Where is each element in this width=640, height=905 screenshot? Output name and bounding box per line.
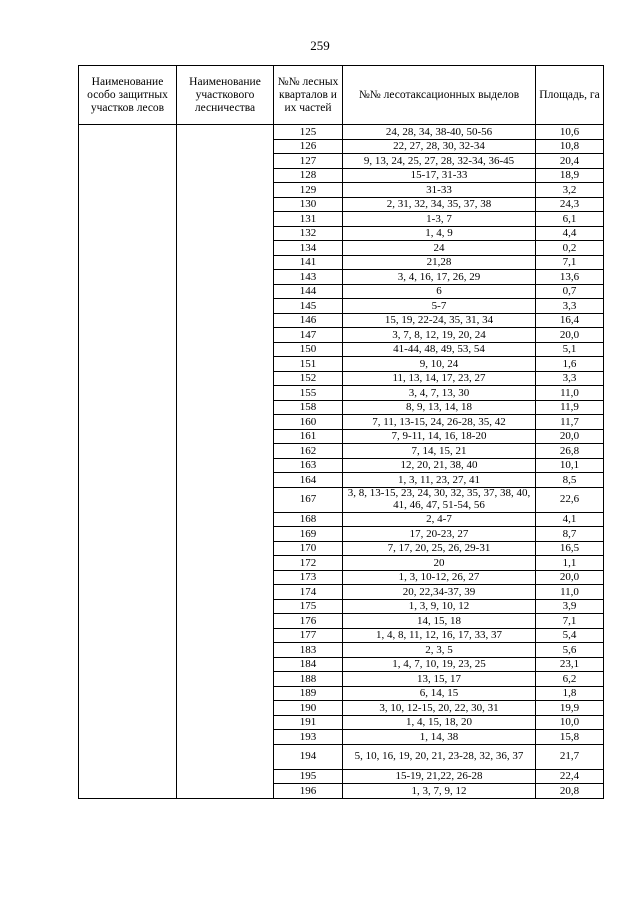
quarter-cell: 168 — [274, 512, 343, 527]
plots-cell: 2, 3, 5 — [343, 643, 536, 658]
plots-cell: 15-19, 21,22, 26-28 — [343, 769, 536, 784]
area-cell: 11,0 — [536, 386, 604, 401]
plots-cell: 11, 13, 14, 17, 23, 27 — [343, 371, 536, 386]
area-cell: 10,0 — [536, 715, 604, 730]
plots-cell: 3, 7, 8, 12, 19, 20, 24 — [343, 328, 536, 343]
plots-cell: 21,28 — [343, 255, 536, 270]
quarter-cell: 152 — [274, 371, 343, 386]
quarter-cell: 128 — [274, 168, 343, 183]
plots-cell: 24, 28, 34, 38-40, 50-56 — [343, 125, 536, 140]
area-cell: 3,2 — [536, 183, 604, 198]
area-cell: 20,0 — [536, 328, 604, 343]
quarter-cell: 190 — [274, 701, 343, 716]
protected-area-cell — [79, 125, 177, 799]
header-forest-quarters: №№ лесных кварталов и их частей — [274, 66, 343, 125]
area-cell: 11,9 — [536, 400, 604, 415]
table-header — [79, 66, 604, 125]
plots-cell: 1, 4, 9 — [343, 226, 536, 241]
area-cell: 10,1 — [536, 458, 604, 473]
area-cell: 7,1 — [536, 255, 604, 270]
plots-cell: 1, 4, 15, 18, 20 — [343, 715, 536, 730]
quarter-cell: 125 — [274, 125, 343, 140]
plots-cell: 15-17, 31-33 — [343, 168, 536, 183]
header-protected-area-name: Наименование особо защитных участков лесов — [79, 66, 177, 125]
header-area-ha: Площадь, га — [536, 66, 604, 125]
area-cell: 13,6 — [536, 270, 604, 285]
plots-cell: 14, 15, 18 — [343, 614, 536, 629]
quarter-cell: 151 — [274, 357, 343, 372]
area-cell: 19,9 — [536, 701, 604, 716]
area-cell: 23,1 — [536, 657, 604, 672]
area-cell: 8,7 — [536, 527, 604, 542]
quarter-cell: 161 — [274, 429, 343, 444]
quarter-cell: 188 — [274, 672, 343, 687]
quarter-cell: 160 — [274, 415, 343, 430]
quarter-cell: 129 — [274, 183, 343, 198]
plots-cell: 8, 9, 13, 14, 18 — [343, 400, 536, 415]
quarter-cell: 195 — [274, 769, 343, 784]
quarter-cell: 132 — [274, 226, 343, 241]
area-cell: 22,4 — [536, 769, 604, 784]
plots-cell: 1, 3, 7, 9, 12 — [343, 784, 536, 799]
plots-cell: 7, 9-11, 14, 16, 18-20 — [343, 429, 536, 444]
area-cell: 1,6 — [536, 357, 604, 372]
quarter-cell: 130 — [274, 197, 343, 212]
quarter-cell: 176 — [274, 614, 343, 629]
plots-cell: 9, 13, 24, 25, 27, 28, 32-34, 36-45 — [343, 154, 536, 169]
quarter-cell: 194 — [274, 744, 343, 769]
plots-cell: 7, 14, 15, 21 — [343, 444, 536, 459]
area-cell: 3,3 — [536, 371, 604, 386]
quarter-cell: 173 — [274, 570, 343, 585]
plots-cell: 1, 4, 8, 11, 12, 16, 17, 33, 37 — [343, 628, 536, 643]
area-cell: 3,9 — [536, 599, 604, 614]
plots-cell: 20 — [343, 556, 536, 571]
area-cell: 20,4 — [536, 154, 604, 169]
plots-cell: 1, 3, 9, 10, 12 — [343, 599, 536, 614]
quarter-cell: 177 — [274, 628, 343, 643]
plots-cell: 31-33 — [343, 183, 536, 198]
plots-cell: 3, 8, 13-15, 23, 24, 30, 32, 35, 37, 38, 40, 41, 46, 47, 51-54, 56 — [343, 487, 536, 512]
plots-cell: 22, 27, 28, 30, 32-34 — [343, 139, 536, 154]
area-cell: 20,8 — [536, 784, 604, 799]
table-body — [79, 125, 604, 799]
area-cell: 10,8 — [536, 139, 604, 154]
plots-cell: 17, 20-23, 27 — [343, 527, 536, 542]
quarter-cell: 144 — [274, 284, 343, 299]
quarter-cell: 150 — [274, 342, 343, 357]
area-cell: 21,7 — [536, 744, 604, 769]
plots-cell: 2, 31, 32, 34, 35, 37, 38 — [343, 197, 536, 212]
area-cell: 20,0 — [536, 570, 604, 585]
area-cell: 3,3 — [536, 299, 604, 314]
quarter-cell: 158 — [274, 400, 343, 415]
area-cell: 4,4 — [536, 226, 604, 241]
quarter-cell: 163 — [274, 458, 343, 473]
area-cell: 16,5 — [536, 541, 604, 556]
area-cell: 5,6 — [536, 643, 604, 658]
plots-cell: 41-44, 48, 49, 53, 54 — [343, 342, 536, 357]
plots-cell: 1-3, 7 — [343, 212, 536, 227]
plots-cell: 6 — [343, 284, 536, 299]
quarter-cell: 155 — [274, 386, 343, 401]
quarter-cell: 183 — [274, 643, 343, 658]
plots-cell: 7, 11, 13-15, 24, 26-28, 35, 42 — [343, 415, 536, 430]
quarter-cell: 167 — [274, 487, 343, 512]
quarter-cell: 164 — [274, 473, 343, 488]
table-row — [79, 125, 604, 140]
quarter-cell: 146 — [274, 313, 343, 328]
area-cell: 6,2 — [536, 672, 604, 687]
plots-cell: 20, 22,34-37, 39 — [343, 585, 536, 600]
plots-cell: 1, 3, 11, 23, 27, 41 — [343, 473, 536, 488]
plots-cell: 15, 19, 22-24, 35, 31, 34 — [343, 313, 536, 328]
page-number: 259 — [310, 38, 330, 53]
plots-cell: 7, 17, 20, 25, 26, 29-31 — [343, 541, 536, 556]
area-cell: 22,6 — [536, 487, 604, 512]
plots-cell: 3, 4, 16, 17, 26, 29 — [343, 270, 536, 285]
quarter-cell: 127 — [274, 154, 343, 169]
plots-cell: 13, 15, 17 — [343, 672, 536, 687]
area-cell: 5,1 — [536, 342, 604, 357]
quarter-cell: 191 — [274, 715, 343, 730]
area-cell: 24,3 — [536, 197, 604, 212]
area-cell: 8,5 — [536, 473, 604, 488]
quarter-cell: 193 — [274, 730, 343, 745]
quarter-cell: 162 — [274, 444, 343, 459]
area-cell: 11,0 — [536, 585, 604, 600]
plots-cell: 1, 4, 7, 10, 19, 23, 25 — [343, 657, 536, 672]
quarter-cell: 189 — [274, 686, 343, 701]
plots-cell: 12, 20, 21, 38, 40 — [343, 458, 536, 473]
area-cell: 1,8 — [536, 686, 604, 701]
quarter-cell: 131 — [274, 212, 343, 227]
quarter-cell: 196 — [274, 784, 343, 799]
quarter-cell: 169 — [274, 527, 343, 542]
area-cell: 16,4 — [536, 313, 604, 328]
plots-cell: 3, 4, 7, 13, 30 — [343, 386, 536, 401]
quarter-cell: 145 — [274, 299, 343, 314]
plots-cell: 6, 14, 15 — [343, 686, 536, 701]
quarter-cell: 175 — [274, 599, 343, 614]
plots-cell: 1, 14, 38 — [343, 730, 536, 745]
quarter-cell: 170 — [274, 541, 343, 556]
area-cell: 10,6 — [536, 125, 604, 140]
quarter-cell: 141 — [274, 255, 343, 270]
area-cell: 5,4 — [536, 628, 604, 643]
header-district-forestry-name: Наименование участкового лесничества — [177, 66, 274, 125]
area-cell: 11,7 — [536, 415, 604, 430]
plots-cell: 9, 10, 24 — [343, 357, 536, 372]
quarter-cell: 172 — [274, 556, 343, 571]
area-cell: 26,8 — [536, 444, 604, 459]
area-cell: 0,7 — [536, 284, 604, 299]
area-cell: 0,2 — [536, 241, 604, 256]
area-cell: 15,8 — [536, 730, 604, 745]
plots-cell: 24 — [343, 241, 536, 256]
area-cell: 7,1 — [536, 614, 604, 629]
header-taxation-plots: №№ лесотаксационных выделов — [343, 66, 536, 125]
forest-table — [78, 65, 604, 799]
area-cell: 20,0 — [536, 429, 604, 444]
plots-cell: 5-7 — [343, 299, 536, 314]
quarter-cell: 143 — [274, 270, 343, 285]
district-forestry-cell — [177, 125, 274, 799]
plots-cell: 5, 10, 16, 19, 20, 21, 23-28, 32, 36, 37 — [343, 744, 536, 769]
plots-cell: 1, 3, 10-12, 26, 27 — [343, 570, 536, 585]
quarter-cell: 147 — [274, 328, 343, 343]
area-cell: 4,1 — [536, 512, 604, 527]
quarter-cell: 134 — [274, 241, 343, 256]
quarter-cell: 184 — [274, 657, 343, 672]
quarter-cell: 174 — [274, 585, 343, 600]
quarter-cell: 126 — [274, 139, 343, 154]
plots-cell: 2, 4-7 — [343, 512, 536, 527]
area-cell: 1,1 — [536, 556, 604, 571]
plots-cell: 3, 10, 12-15, 20, 22, 30, 31 — [343, 701, 536, 716]
area-cell: 6,1 — [536, 212, 604, 227]
area-cell: 18,9 — [536, 168, 604, 183]
